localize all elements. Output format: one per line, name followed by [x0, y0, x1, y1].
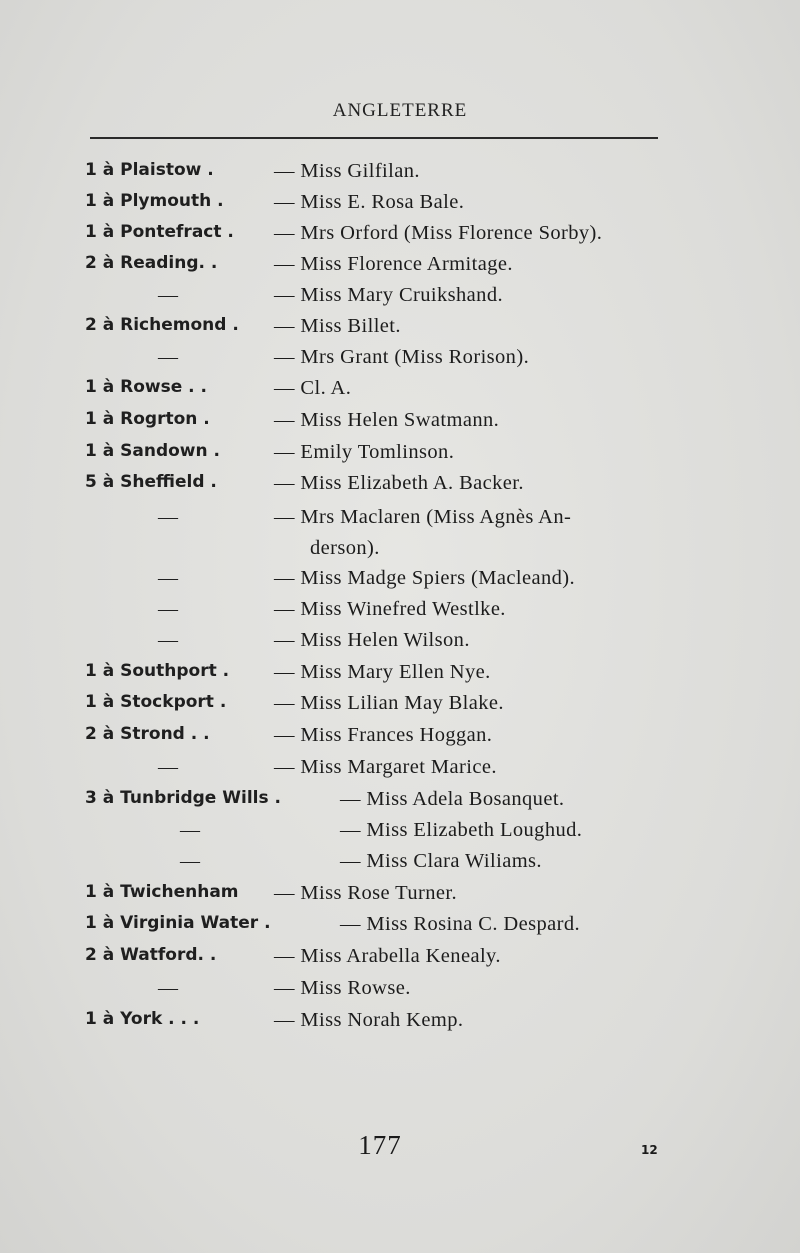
place-label: 2 à Richemond . — [85, 315, 239, 335]
person-name: — Miss Mary Ellen Nye. — [274, 661, 491, 683]
person-name: — Miss Helen Wilson. — [274, 629, 470, 651]
running-header: ANGLETERRE — [332, 100, 468, 121]
place-label: 5 à Sheffield . — [85, 472, 217, 492]
person-name: — Miss Mary Cruikshand. — [274, 284, 504, 306]
ditto-mark: — — [158, 567, 178, 589]
place-label: 1 à Virginia Water . — [85, 913, 271, 933]
person-name: — Miss Rosina C. Despard. — [340, 913, 581, 935]
person-name: — Miss Frances Hoggan. — [274, 724, 493, 746]
ditto-mark: — — [158, 598, 178, 620]
place-label: 1 à Plaistow . — [85, 160, 214, 180]
page-number: 177 — [358, 1130, 402, 1160]
person-name: — Miss Elizabeth A. Backer. — [274, 472, 524, 494]
person-name: — Miss E. Rosa Bale. — [274, 191, 465, 213]
person-name: — Miss Elizabeth Loughud. — [340, 819, 583, 841]
place-label: 2 à Reading. . — [85, 253, 218, 273]
place-label: 1 à Stockport . — [85, 692, 227, 712]
ditto-mark: — — [158, 284, 178, 306]
ditto-mark: — — [180, 850, 200, 872]
ditto-mark: — — [158, 977, 178, 999]
place-label: 3 à Tunbridge Wills . — [85, 788, 281, 808]
place-label: 2 à Watford. . — [85, 945, 217, 965]
person-name: — Miss Arabella Kenealy. — [274, 945, 501, 967]
place-label: 1 à Sandown . — [85, 441, 220, 461]
person-name: — Miss Adela Bosanquet. — [340, 788, 565, 810]
person-name: — Mrs Orford (Miss Florence Sorby). — [274, 222, 603, 244]
person-name: — Miss Florence Armitage. — [274, 253, 513, 275]
ditto-mark: — — [158, 756, 178, 778]
place-label: 1 à Southport . — [85, 661, 230, 681]
ditto-mark: — — [158, 346, 178, 368]
person-name: — Mrs Grant (Miss Rorison). — [274, 346, 530, 368]
person-name: — Miss Madge Spiers (Macleand). — [274, 567, 576, 589]
place-label: 1 à Rowse . . — [85, 377, 208, 397]
person-name: — Miss Rose Turner. — [274, 882, 458, 904]
person-name: — Miss Winefred Westlke. — [274, 598, 506, 620]
person-name: — Miss Clara Wiliams. — [340, 850, 542, 872]
person-name: — Emily Tomlinson. — [274, 441, 455, 463]
place-label: 1 à Twichenham — [85, 882, 239, 902]
place-label: 1 à Rogrton . — [85, 409, 210, 429]
place-label: 1 à Pontefract . — [85, 222, 234, 242]
person-name: — Miss Rowse. — [274, 977, 411, 999]
person-name: — Miss Margaret Marice. — [274, 756, 497, 778]
header-rule — [90, 137, 658, 139]
person-name: — Mrs Maclaren (Miss Agnès An- — [274, 506, 572, 528]
person-name: — Miss Helen Swatmann. — [274, 409, 500, 431]
ditto-mark: — — [180, 819, 200, 841]
person-name-continued: derson). — [310, 537, 380, 559]
place-label: 1 à Plymouth . — [85, 191, 224, 211]
ditto-mark: — — [158, 506, 178, 528]
person-name: — Cl. A. — [274, 377, 352, 399]
person-name: — Miss Billet. — [274, 315, 401, 337]
signature-mark: 12 — [641, 1143, 658, 1157]
place-label: 1 à York . . . — [85, 1009, 200, 1029]
person-name: — Miss Lilian May Blake. — [274, 692, 504, 714]
person-name: — Miss Gilfilan. — [274, 160, 420, 182]
person-name: — Miss Norah Kemp. — [274, 1009, 464, 1031]
ditto-mark: — — [158, 629, 178, 651]
place-label: 2 à Strond . . — [85, 724, 210, 744]
